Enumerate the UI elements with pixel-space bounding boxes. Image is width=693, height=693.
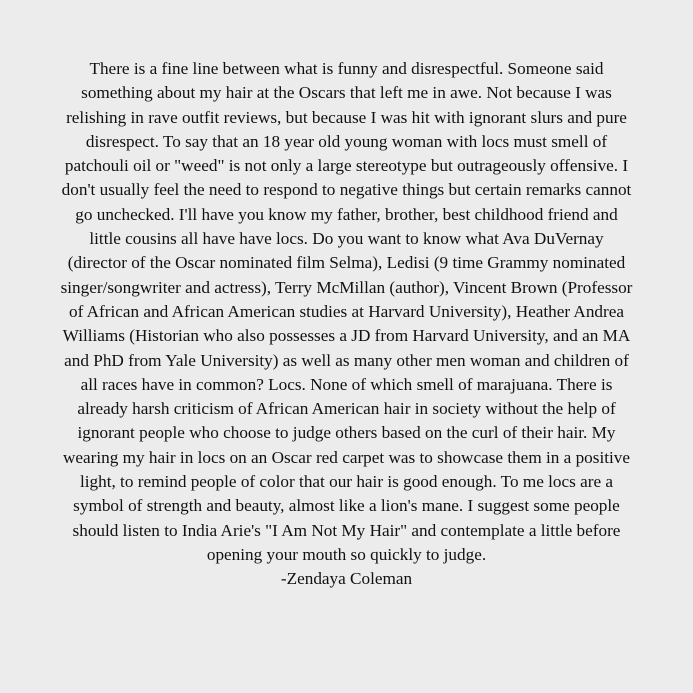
statement-line: disrespect. To say that an 18 year old young woman with locs must smell of — [85, 131, 608, 151]
statement-line: already harsh criticism of African American hair in society without the help of — [77, 399, 616, 419]
statement-text — [8, 57, 685, 592]
statement-line: little cousins all have have locs. Do you want to know what Ava DuVernay — [89, 229, 604, 249]
statement-line: ignorant people who choose to judge others based on the curl of their hair. My — [77, 423, 616, 443]
statement-line: wearing my hair in locs on an Oscar red carpet was to showcase them in a positive — [62, 447, 630, 467]
statement-line: There is a fine line between what is funny and disrespectful. Someone said — [89, 59, 604, 78]
statement-line: don't usually feel the need to respond to negative things but certain remarks cannot — [61, 180, 632, 200]
statement-line: light, to remind people of color that our hair is good enough. To me locs are a — [79, 472, 614, 492]
statement-line: Williams (Historian who also possesses a JD from Harvard University, and an MA — [62, 326, 631, 346]
statement-line: something about my hair at the Oscars that left me in awe. Not because I was — [81, 83, 612, 103]
statement-line: and PhD from Yale University) as well as many other men woman and children of — [64, 350, 629, 370]
statement-line: go unchecked. I'll have you know my father, brother, best childhood friend and — [75, 204, 618, 224]
statement-line: patchouli oil or "weed" is not only a large stereotype but outrageously offensive. I — [64, 156, 629, 176]
statement-line: symbol of strength and beauty, almost like a lion's mane. I suggest some people — [73, 496, 620, 516]
statement-line: all races have in common? Locs. None of which smell of marajuana. There is — [80, 374, 613, 394]
statement-line: should listen to India Arie's "I Am Not My Hair" and contemplate a little before — [72, 520, 621, 540]
signature: -Zendaya Coleman — [280, 569, 413, 589]
statement-line: of African and African American studies at Harvard University), Heather Andrea — [68, 301, 625, 321]
statement-line: (director of the Oscar nominated film Selma), Ledisi (9 time Grammy nominated — [67, 253, 626, 273]
statement-line: singer/songwriter and actress), Terry McMillan (author), Vincent Brown (Professor — [60, 277, 633, 297]
statement-line: relishing in rave outfit reviews, but because I was hit with ignorant slurs and pure — [66, 107, 627, 127]
statement-line: opening your mouth so quickly to judge. — [206, 544, 487, 564]
